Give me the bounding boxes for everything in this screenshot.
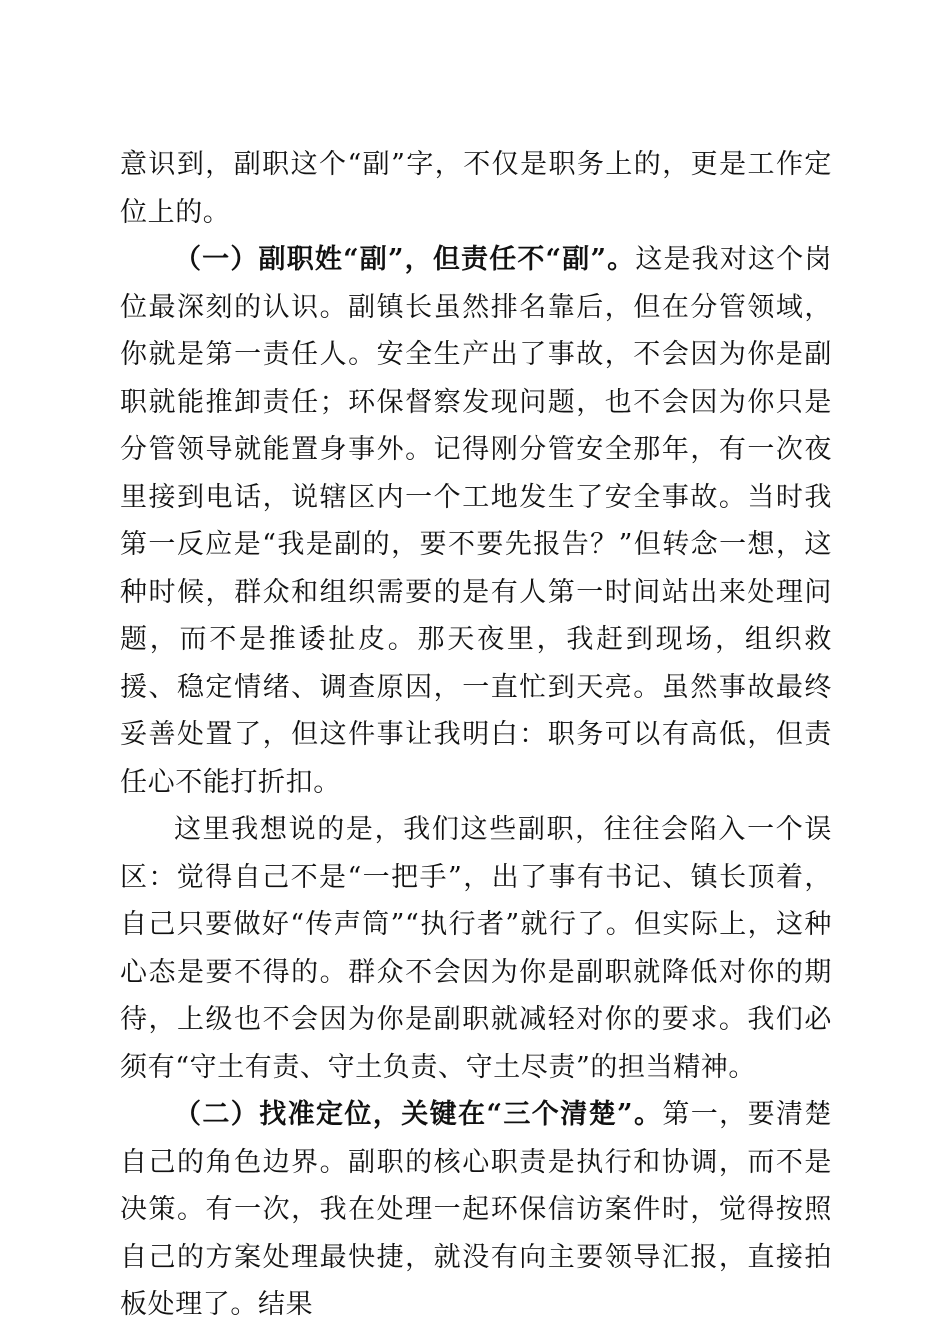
paragraph-text: 第一，要清楚自己的角色边界。副职的核心职责是执行和协调，而不是决策。有一次，我在处理一起环保信访案件时，觉得按照自己的方案处理最快捷，就没有向主要领导汇报，直接拍板处理了。结果 (120, 1099, 832, 1320)
document-body (120, 141, 832, 1329)
section-heading: （一）副职姓“副”，但责任不“副”。 (174, 244, 636, 275)
section-heading: （二）找准定位，关键在“三个清楚”。 (174, 1099, 663, 1130)
paragraph-section-one (120, 236, 832, 806)
paragraph-continuation (120, 141, 832, 236)
paragraph-text: 意识到，副职这个“副”字，不仅是职务上的，更是工作定位上的。 (120, 149, 832, 228)
paragraph-text: 这是我对这个岗位最深刻的认识。副镇长虽然排名靠后，但在分管领域，你就是第一责任人。安全生产出了事故，不会因为你是副职就能推卸责任；环保督察发现问题，也不会因为你只是分管领导就能置身事外。记得刚分管安全那年，有一次夜里接到电话，说辖区内一个工地发生了安全事故。当时我第一反应是“我是副的，要不要先报告？”但转念一想，这种时候，群众和组织需要的是有人第一时间站出来处理问题，而不是推诿扯皮。那天夜里，我赶到现场，组织救援、稳定情绪、调查原因，一直忙到天亮。虽然事故最终妥善处置了，但这件事让我明白：职务可以有高低，但责任心不能打折扣。 (120, 244, 832, 798)
paragraph-text: 这里我想说的是，我们这些副职，往往会陷入一个误区：觉得自己不是“一把手”，出了事有书记、镇长顶着，自己只要做好“传声筒”“执行者”就行了。但实际上，这种心态是要不得的。群众不会因为你是副职就降低对你的期待，上级也不会因为你是副职就减轻对你的要求。我们必须有“守土有责、守土负责、守土尽责”的担当精神。 (120, 814, 832, 1083)
paragraph-section-two (120, 1091, 832, 1329)
paragraph-body (120, 806, 832, 1091)
